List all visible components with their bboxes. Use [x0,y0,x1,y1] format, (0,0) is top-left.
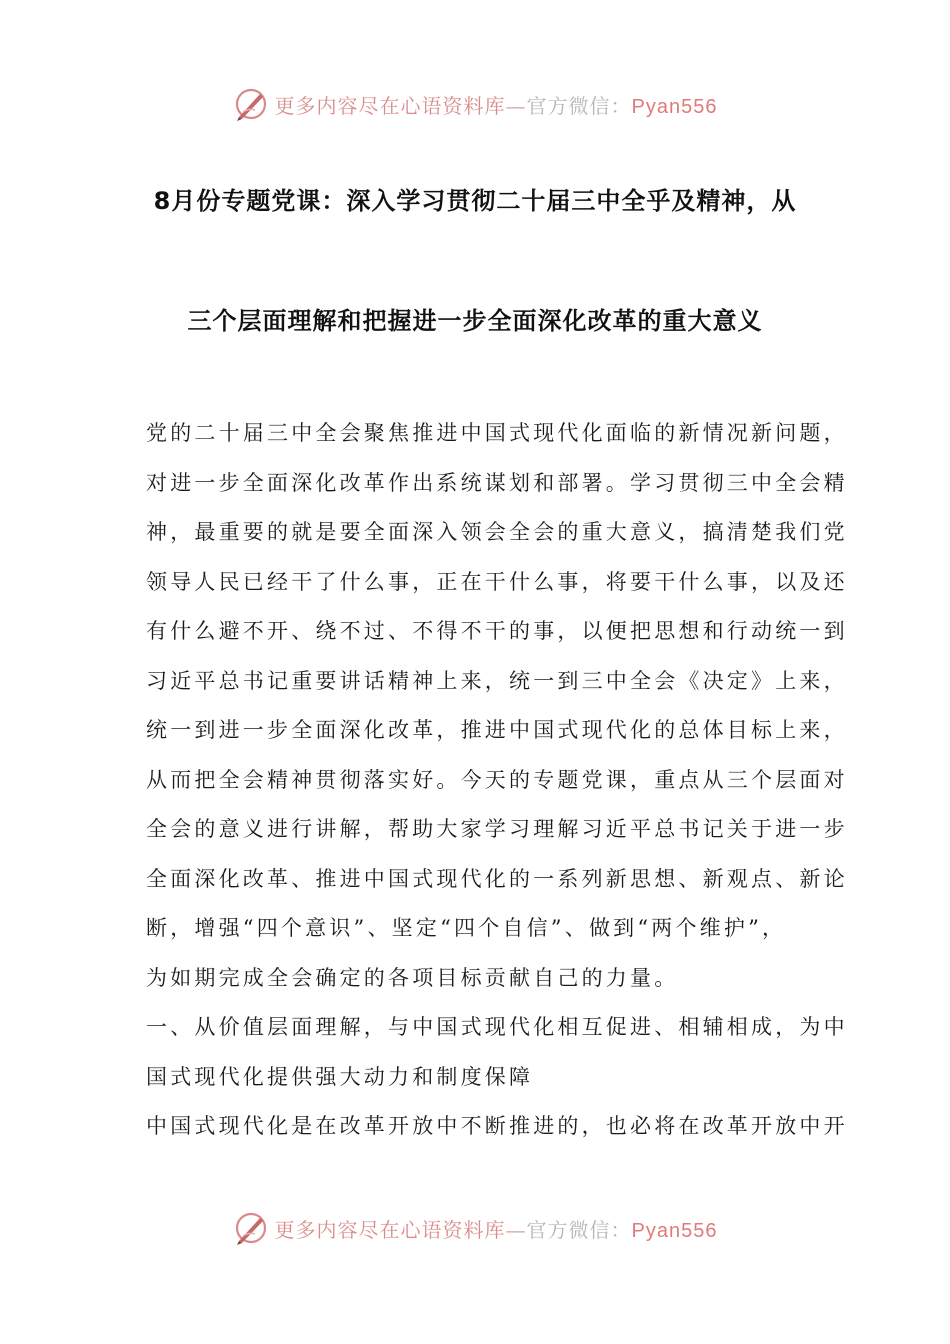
header-watermark [0,84,950,124]
pen-logo-icon [233,86,269,122]
watermark-text [275,1214,718,1243]
watermark-brand: 更多内容尽在心语资料库 [274,1217,506,1242]
body-line: 领导人民已经干了什么事，正在干什么事，将要干什么事，以及还 [146,569,848,594]
pen-logo-icon [233,1210,269,1246]
document-title-line-2: 三个层面理解和把握进一步全面深化改革的重大意义 [187,307,763,335]
watermark-id: Pyan556 [631,95,718,118]
body-line: 从而把全会精神贯彻落实好。今天的专题党课，重点从三个层面对 [146,767,848,792]
section-heading-line: 国式现代化提供强大动力和制度保障 [146,1064,534,1089]
watermark-separator: — [505,1217,527,1242]
document-body [146,418,848,1161]
body-line: 为如期完成全会确定的各项目标贡献自己的力量。 [146,965,679,990]
section-heading-line: 一、从价值层面理解，与中国式现代化相互促进、相辅相成，为中 [146,1015,848,1039]
footer-watermark [0,1208,950,1248]
watermark-separator: — [505,93,527,118]
watermark-id: Pyan556 [631,1219,718,1242]
body-line: 全会的意义进行讲解，帮助大家学习理解习近平总书记关于进一步 [146,817,848,841]
watermark-label: 官方微信： [526,1217,632,1242]
body-line: 有什么避不开、绕不过、不得不干的事，以便把思想和行动统一到 [146,619,848,643]
document-title-line-1: 8月份专题党课：深入学习贯彻二十届三中全乎及精神，从 [153,187,797,215]
body-line: 对进一步全面深化改革作出系统谋划和部署。学习贯彻三中全会精 [146,470,848,495]
watermark-text [275,90,718,119]
body-line: 神，最重要的就是要全面深入领会全会的重大意义，搞清楚我们党 [146,520,848,544]
body-line: 全面深化改革、推进中国式现代化的一系列新思想、新观点、新论 [146,866,848,891]
body-line: 习近平总书记重要讲话精神上来，统一到三中全会《决定》上来， [146,668,848,693]
body-line: 断，增强“四个意识”、坚定“四个自信”、做到“两个维护”， [146,916,787,940]
body-line: 党的二十届三中全会聚焦推进中国式现代化面临的新情况新问题， [146,421,848,445]
watermark-brand: 更多内容尽在心语资料库 [274,93,506,118]
watermark-label: 官方微信： [526,93,632,118]
body-line: 中国式现代化是在改革开放中不断推进的，也必将在改革开放中开 [146,1114,848,1138]
body-line: 统一到进一步全面深化改革，推进中国式现代化的总体目标上来， [146,718,848,742]
